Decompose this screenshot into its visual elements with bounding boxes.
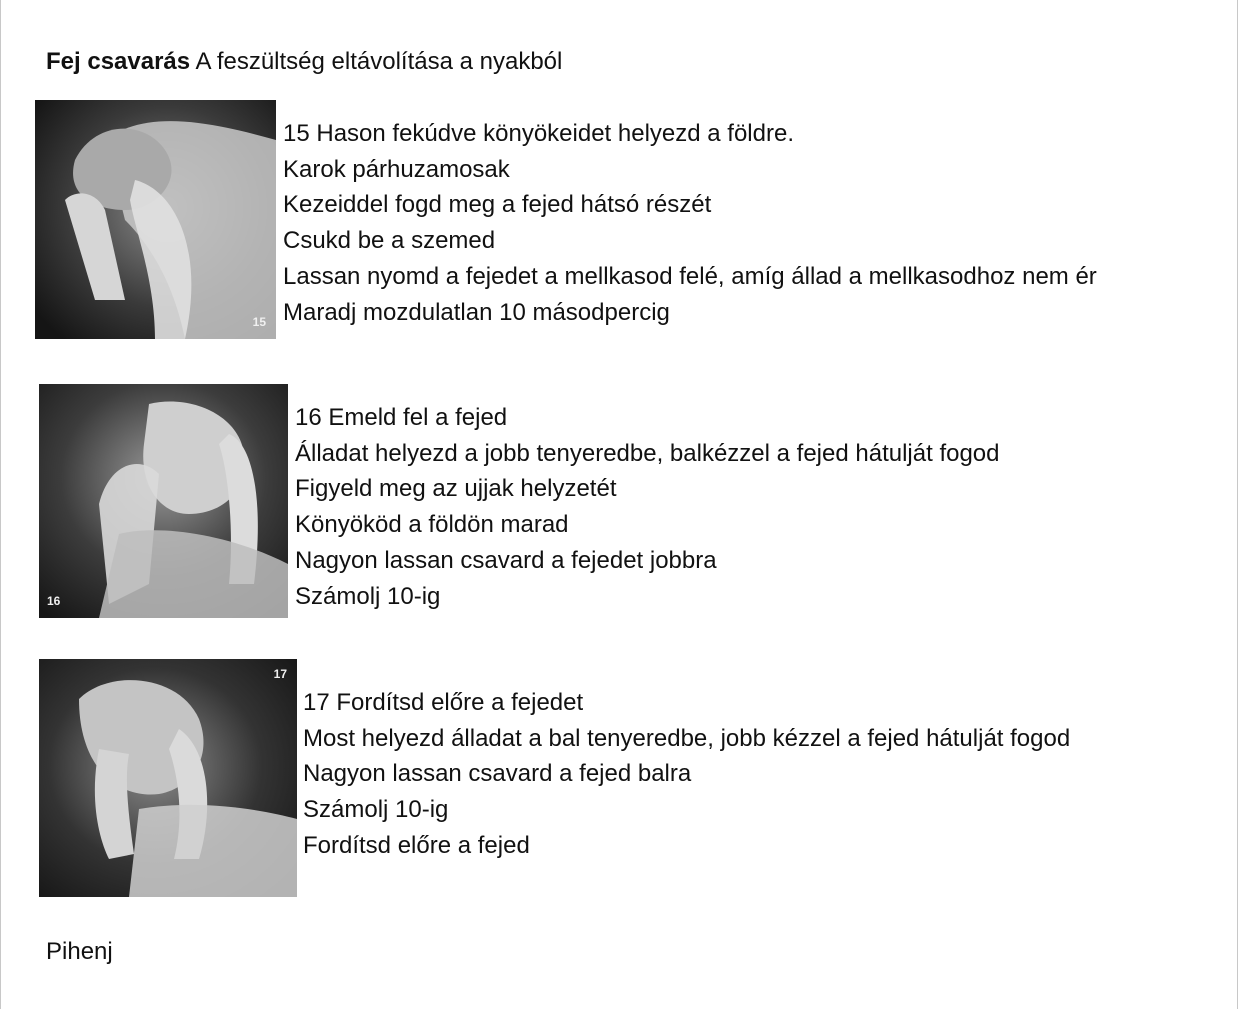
exercise-photo-17 [39,659,297,897]
step-line: Most helyezd álladat a bal tenyeredbe, jobb kézzel a fejed hátulját fogod [303,724,1071,752]
exercise-photo-16 [39,384,288,618]
footer-text: Pihenj [46,938,113,965]
page-title [46,46,562,78]
step-line: Nagyon lassan csavard a fejedet jobbra [295,546,717,574]
step-line: 15 Hason fekúdve könyökeidet helyezd a földre. [283,120,794,147]
photo-number-15: 15 [252,315,266,329]
step-line: Álladat helyezd a jobb tenyeredbe, balkézzel a fejed hátulját fogod [295,439,1000,467]
step-line: Könyököd a földön marad [295,511,569,539]
step-line: Fordítsd előre a fejed [303,831,530,859]
steps-list-17 [303,685,1070,864]
step-line: Kezeiddel fogd meg a fejed hátsó részét [283,191,712,219]
exercise-photo-15 [35,100,276,339]
step-line: Maradj mozdulatlan 10 másodpercig [283,298,670,326]
title-bold: Fej csavarás [46,48,191,75]
steps-list-15 [283,116,1097,330]
title-subtitle: A feszültség eltávolítása a nyakból [195,48,563,75]
step-line: Csukd be a szemed [283,227,496,255]
steps-list-16 [295,400,1000,614]
step-line: Lassan nyomd a fejedet a mellkasod felé, amíg állad a mellkasodhoz nem ér [283,262,1097,290]
step-line: Karok párhuzamosak [283,155,510,183]
step-line: Számolj 10-ig [303,796,449,824]
step-line: Figyeld meg az ujjak helyzetét [295,475,617,503]
photo-number-17: 17 [273,667,287,681]
step-line: Nagyon lassan csavard a fejed balra [303,760,692,788]
step-line: 17 Fordítsd előre a fejedet [303,689,584,716]
photo-number-16: 16 [47,594,61,608]
step-line: Számolj 10-ig [295,582,441,610]
step-line: 16 Emeld fel a fejed [295,404,508,431]
